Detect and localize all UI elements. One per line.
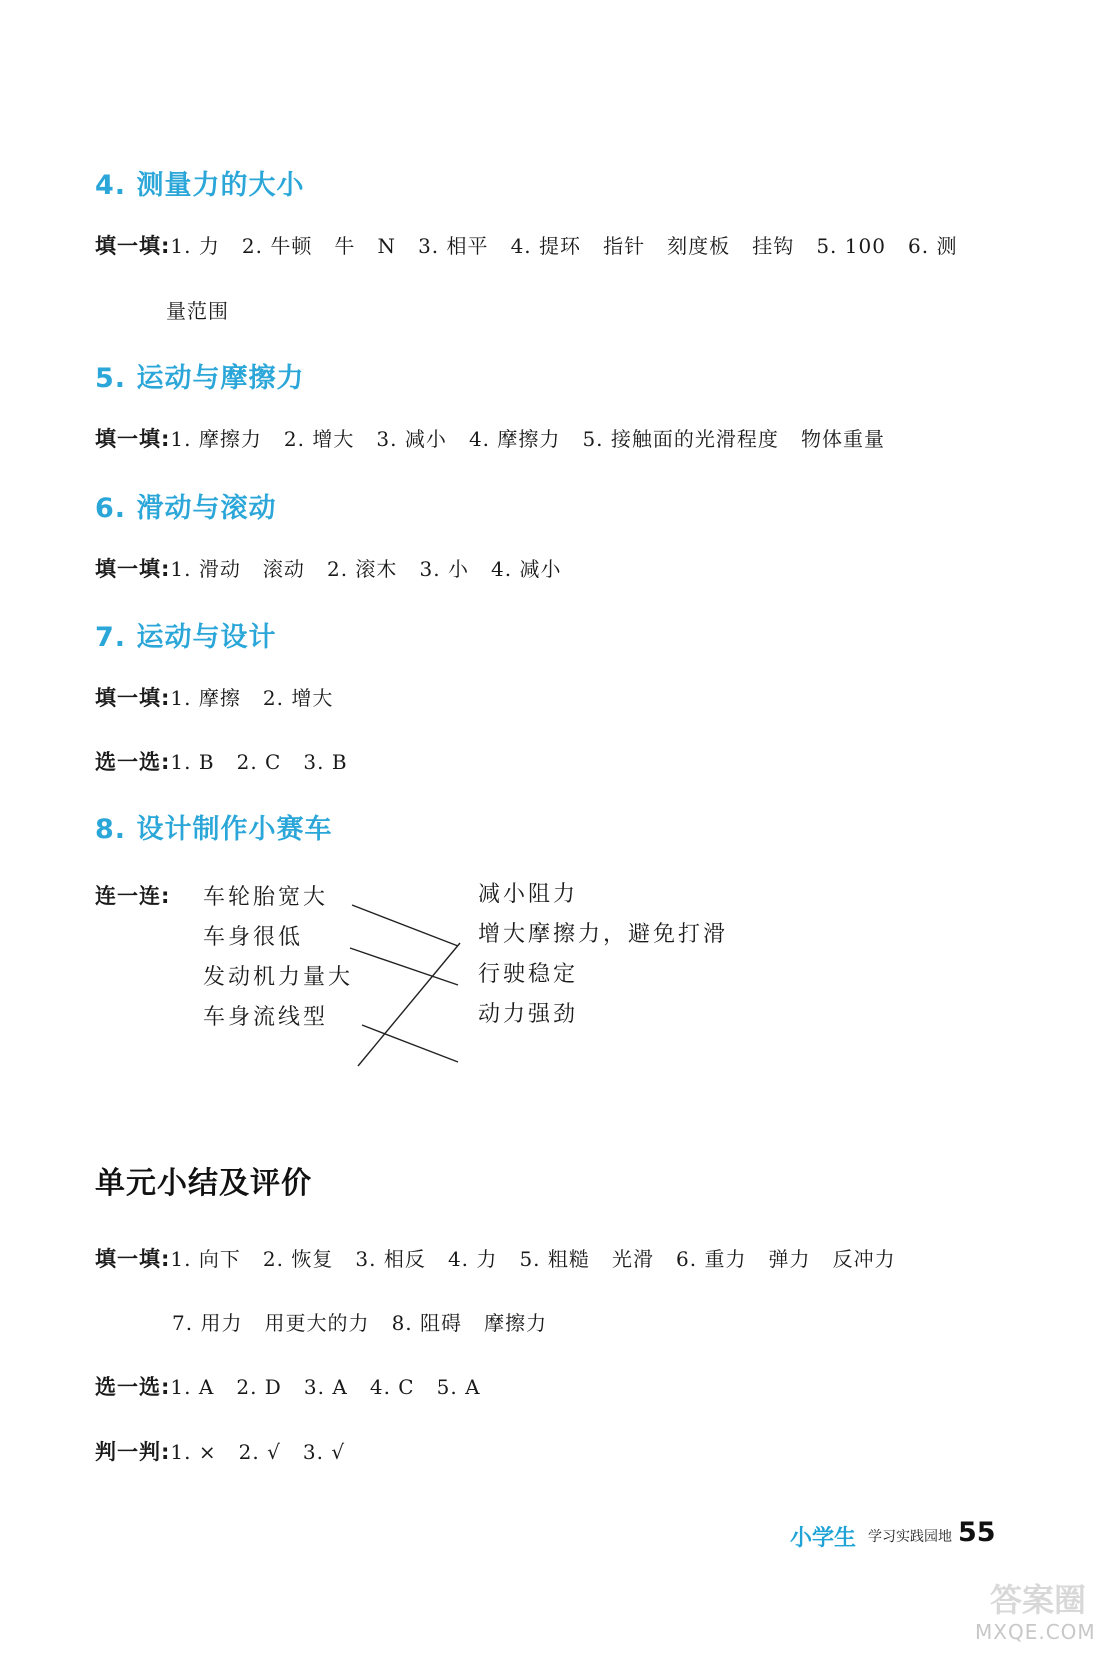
watermark-url: MXQE.COM [975, 1620, 1096, 1644]
match-left-item: 车轮胎宽大 [203, 885, 329, 910]
choose-answers: 1. B 2. C 3. B [170, 750, 348, 774]
summary-choose-line [95, 1371, 481, 1401]
fill-answers: 1. 力 2. 牛顿 牛 N 3. 相平 4. 提环 指针 刻度板 挂钩 5. 100 6. 测 [170, 234, 958, 258]
choose-answers: 1. A 2. D 3. A 4. C 5. A [170, 1375, 481, 1399]
section-8-title: 8. 设计制作小赛车 [95, 814, 333, 845]
fill-answers: 1. 滑动 滚动 2. 滚木 3. 小 4. 减小 [170, 557, 562, 581]
summary-fill-line [95, 1243, 896, 1273]
watermark-logo: 答案圈 [990, 1581, 1087, 1619]
fill-answers: 1. 向下 2. 恢复 3. 相反 4. 力 5. 粗糙 光滑 6. 重力 弹力 反冲力 [170, 1247, 896, 1271]
section-4-fill-continuation: 量范围 [166, 299, 229, 323]
fill-answers: 1. 摩擦力 2. 增大 3. 减小 4. 摩擦力 5. 接触面的光滑程度 物体重量 [170, 427, 885, 451]
fill-label: 填一填: [95, 557, 171, 581]
match-line [352, 905, 458, 946]
section-5-title: 5. 运动与摩擦力 [95, 363, 305, 394]
match-right-item: 减小阻力 [478, 882, 579, 907]
match-line [350, 948, 458, 985]
match-label: 连一连: [95, 884, 171, 908]
match-right-item: 增大摩擦力，避免打滑 [478, 922, 729, 947]
footer-subtitle: 学习实践园地 [868, 1529, 952, 1545]
judge-label: 判一判: [95, 1440, 171, 1464]
summary-title: 单元小结及评价 [95, 1166, 312, 1201]
section-4-title: 4. 测量力的大小 [95, 170, 305, 201]
fill-label: 填一填: [95, 427, 171, 451]
section-7-title: 7. 运动与设计 [95, 622, 277, 653]
fill-answers: 1. 摩擦 2. 增大 [170, 686, 334, 710]
footer-brand: 小学生 [790, 1526, 857, 1551]
fill-label: 填一填: [95, 1247, 171, 1271]
choose-label: 选一选: [95, 1375, 171, 1399]
section-6-title: 6. 滑动与滚动 [95, 493, 277, 524]
page-number: 55 [958, 1517, 996, 1548]
match-left-item: 车身流线型 [203, 1005, 329, 1030]
match-left-item: 车身很低 [203, 925, 304, 950]
judge-answers: 1. × 2. √ 3. √ [170, 1440, 346, 1464]
fill-label: 填一填: [95, 686, 171, 710]
match-right-item: 行驶稳定 [478, 962, 579, 987]
choose-label: 选一选: [95, 750, 171, 774]
match-left-item: 发动机力量大 [203, 965, 354, 990]
match-line [358, 943, 460, 1066]
match-right-item: 动力强劲 [478, 1002, 579, 1027]
fill-label: 填一填: [95, 234, 171, 258]
summary-fill-continuation: 7. 用力 用更大的力 8. 阻碍 摩擦力 [172, 1311, 548, 1335]
summary-judge-line [95, 1436, 345, 1466]
